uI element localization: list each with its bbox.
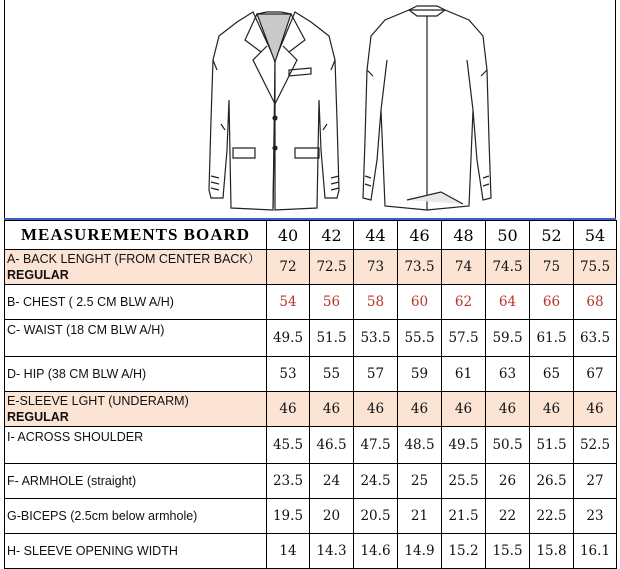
table-cell: 14.9 bbox=[398, 534, 442, 569]
row-label: E-SLEEVE LGHT (UNDERARM) REGULAR bbox=[5, 392, 267, 427]
table-cell: 72.5 bbox=[310, 250, 354, 285]
table-cell: 15.2 bbox=[442, 534, 486, 569]
jacket-sketches bbox=[5, 0, 617, 220]
table-cell: 19.5 bbox=[267, 499, 310, 534]
table-cell: 48.5 bbox=[398, 427, 442, 464]
table-row-back-length bbox=[5, 250, 617, 285]
table-cell: 57.5 bbox=[442, 320, 486, 357]
table-cell: 27 bbox=[574, 464, 617, 499]
table-cell: 20.5 bbox=[354, 499, 398, 534]
table-cell: 55.5 bbox=[398, 320, 442, 357]
table-cell: 51.5 bbox=[530, 427, 574, 464]
row-label: A- BACK LENGHT (FROM CENTER BACK） REGULAR bbox=[5, 250, 267, 285]
row-label: C- WAIST (18 CM BLW A/H) bbox=[5, 320, 267, 357]
row-label: G-BICEPS (2.5cm below armhole) bbox=[5, 499, 267, 534]
table-cell: 55 bbox=[310, 357, 354, 392]
table-cell: 63 bbox=[486, 357, 530, 392]
table-cell: 14.6 bbox=[354, 534, 398, 569]
table-cell: 61.5 bbox=[530, 320, 574, 357]
table-cell: 23 bbox=[574, 499, 617, 534]
table-cell: 25.5 bbox=[442, 464, 486, 499]
table-cell: 23.5 bbox=[267, 464, 310, 499]
size-header: 52 bbox=[530, 221, 574, 250]
table-cell: 21 bbox=[398, 499, 442, 534]
table-cell: 59 bbox=[398, 357, 442, 392]
table-cell: 75.5 bbox=[574, 250, 617, 285]
size-header: 48 bbox=[442, 221, 486, 250]
table-row-armhole bbox=[5, 464, 617, 499]
header-row bbox=[5, 221, 617, 250]
size-header: 54 bbox=[574, 221, 617, 250]
table-cell: 45.5 bbox=[267, 427, 310, 464]
row-sublabel: REGULAR bbox=[7, 410, 69, 424]
table-cell: 26.5 bbox=[530, 464, 574, 499]
table-cell: 46 bbox=[267, 392, 310, 427]
table-cell: 67 bbox=[574, 357, 617, 392]
size-sheet bbox=[4, 0, 616, 560]
table-cell: 73 bbox=[354, 250, 398, 285]
table-cell: 46.5 bbox=[310, 427, 354, 464]
table-cell: 60 bbox=[398, 285, 442, 320]
table-cell: 68 bbox=[574, 285, 617, 320]
table-row-waist bbox=[5, 320, 617, 357]
table-row-across-shoulder bbox=[5, 427, 617, 464]
table-cell: 58 bbox=[354, 285, 398, 320]
table-cell: 20 bbox=[310, 499, 354, 534]
table-cell: 47.5 bbox=[354, 427, 398, 464]
table-cell: 66 bbox=[530, 285, 574, 320]
table-cell: 75 bbox=[530, 250, 574, 285]
table-cell: 73.5 bbox=[398, 250, 442, 285]
table-title: MEASUREMENTS BOARD bbox=[5, 221, 267, 250]
table-cell: 24.5 bbox=[354, 464, 398, 499]
table-cell: 14 bbox=[267, 534, 310, 569]
size-header: 50 bbox=[486, 221, 530, 250]
table-cell: 24 bbox=[310, 464, 354, 499]
table-cell: 74.5 bbox=[486, 250, 530, 285]
table-cell: 49.5 bbox=[267, 320, 310, 357]
table-cell: 15.8 bbox=[530, 534, 574, 569]
table-cell: 26 bbox=[486, 464, 530, 499]
table-cell: 49.5 bbox=[442, 427, 486, 464]
table-row-biceps bbox=[5, 499, 617, 534]
jacket-front-sketch bbox=[209, 12, 339, 210]
row-label: I- ACROSS SHOULDER bbox=[5, 427, 267, 464]
table-cell: 62 bbox=[442, 285, 486, 320]
row-label: D- HIP (38 CM BLW A/H) bbox=[5, 357, 267, 392]
row-label: H- SLEEVE OPENING WIDTH bbox=[5, 534, 267, 569]
table-cell: 14.3 bbox=[310, 534, 354, 569]
row-label: F- ARMHOLE (straight) bbox=[5, 464, 267, 499]
jacket-back-sketch bbox=[363, 6, 491, 210]
table-cell: 57 bbox=[354, 357, 398, 392]
table-cell: 22 bbox=[486, 499, 530, 534]
table-cell: 22.5 bbox=[530, 499, 574, 534]
table-cell: 50.5 bbox=[486, 427, 530, 464]
row-label: B- CHEST ( 2.5 CM BLW A/H) bbox=[5, 285, 267, 320]
table-cell: 46 bbox=[398, 392, 442, 427]
table-cell: 63.5 bbox=[574, 320, 617, 357]
table-cell: 46 bbox=[354, 392, 398, 427]
table-cell: 46 bbox=[310, 392, 354, 427]
table-cell: 46 bbox=[574, 392, 617, 427]
table-cell: 61 bbox=[442, 357, 486, 392]
table-cell: 65 bbox=[530, 357, 574, 392]
table-row-hip bbox=[5, 357, 617, 392]
table-cell: 46 bbox=[530, 392, 574, 427]
table-cell: 54 bbox=[267, 285, 310, 320]
table-cell: 51.5 bbox=[310, 320, 354, 357]
table-row-chest bbox=[5, 285, 617, 320]
table-cell: 64 bbox=[486, 285, 530, 320]
size-header: 46 bbox=[398, 221, 442, 250]
table-cell: 25 bbox=[398, 464, 442, 499]
table-row-sleeve-length bbox=[5, 392, 617, 427]
table-cell: 15.5 bbox=[486, 534, 530, 569]
table-cell: 16.1 bbox=[574, 534, 617, 569]
table-cell: 46 bbox=[486, 392, 530, 427]
table-cell: 53.5 bbox=[354, 320, 398, 357]
table-cell: 72 bbox=[267, 250, 310, 285]
table-cell: 59.5 bbox=[486, 320, 530, 357]
measurements-table bbox=[4, 220, 617, 569]
table-cell: 52.5 bbox=[574, 427, 617, 464]
size-header: 44 bbox=[354, 221, 398, 250]
table-cell: 21.5 bbox=[442, 499, 486, 534]
table-cell: 74 bbox=[442, 250, 486, 285]
table-row-sleeve-opening bbox=[5, 534, 617, 569]
size-header: 42 bbox=[310, 221, 354, 250]
table-cell: 56 bbox=[310, 285, 354, 320]
table-cell: 46 bbox=[442, 392, 486, 427]
size-header: 40 bbox=[267, 221, 310, 250]
table-cell: 53 bbox=[267, 357, 310, 392]
row-sublabel: REGULAR bbox=[7, 268, 69, 282]
jacket-illustration bbox=[4, 0, 616, 220]
